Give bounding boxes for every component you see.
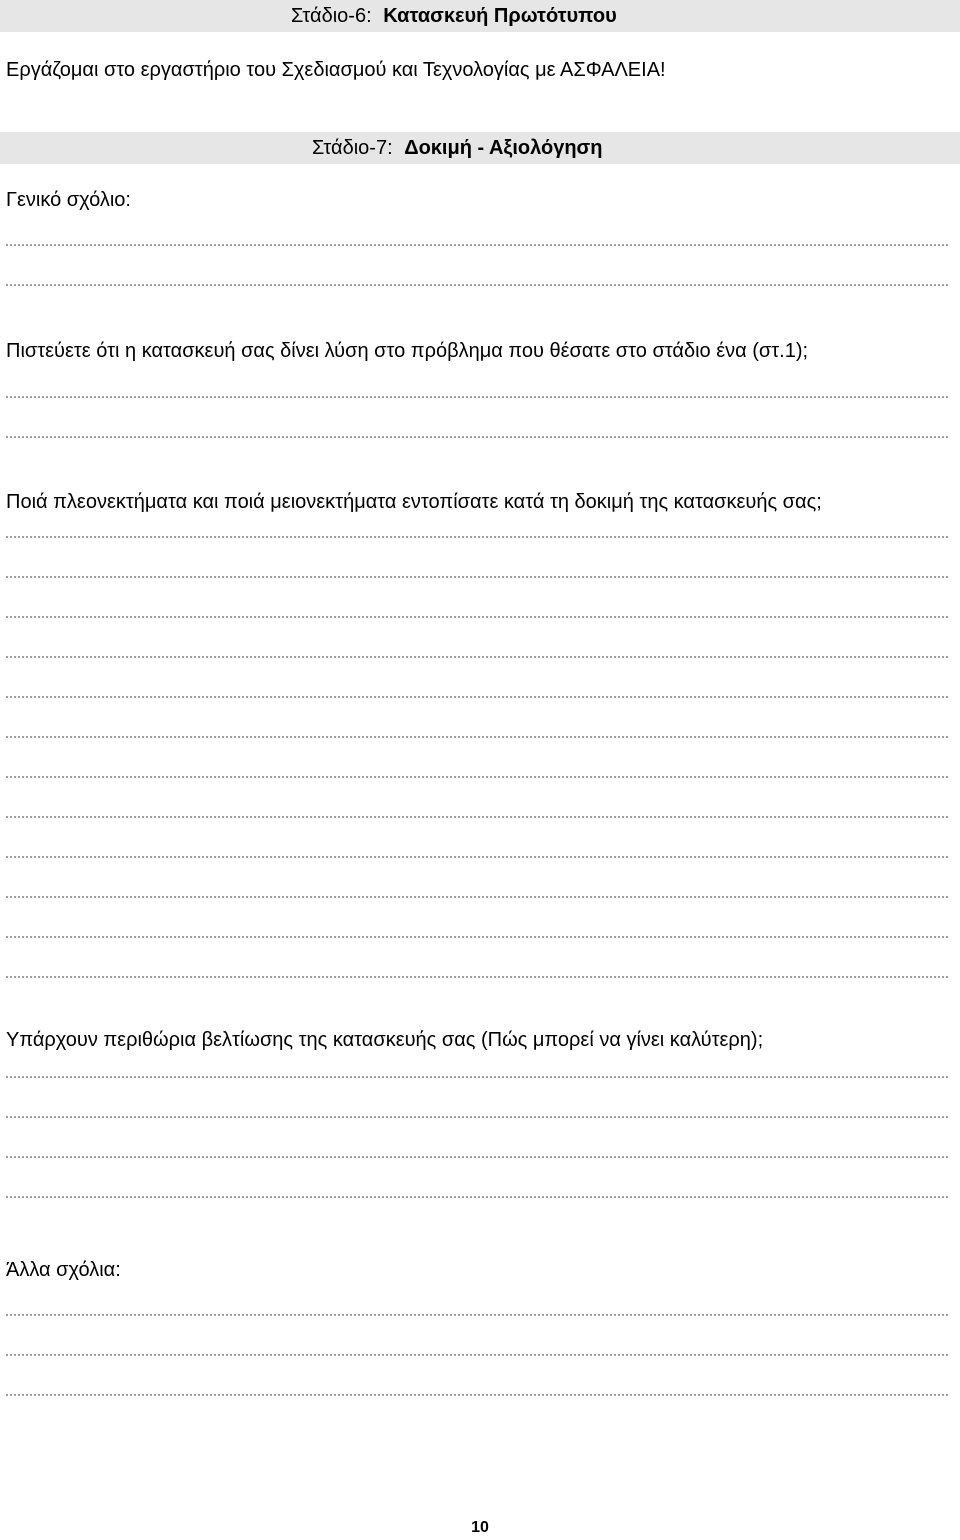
other-comments-label: Άλλα σχόλια: [6,1259,121,1281]
question-solution: Πιστεύετε ότι η κατασκευή σας δίνει λύση στο πρόβλημα που θέσατε στο στάδιο ένα (στ.1); [6,340,809,362]
answer-line[interactable] [6,1076,948,1078]
stage6-header [0,0,960,32]
answer-line[interactable] [6,976,948,978]
answer-line[interactable] [6,616,948,618]
question-improvement: Υπάρχουν περιθώρια βελτίωσης της κατασκευής σας (Πώς μπορεί να γίνει καλύτερη); [6,1029,764,1051]
answer-line[interactable] [6,856,948,858]
answer-line[interactable] [6,696,948,698]
answer-line[interactable] [6,244,948,246]
answer-line[interactable] [6,536,948,538]
answer-line[interactable] [6,1314,948,1316]
stage7-title: Δοκιμή - Αξιολόγηση [404,137,603,159]
stage7-prefix: Στάδιο-7: [312,137,393,159]
stage6-safety-note: Εργάζομαι στο εργαστήριο του Σχεδιασμού και Τεχνολογίας με ΑΣΦΑΛΕΙΑ! [6,59,666,81]
answer-line[interactable] [6,284,948,286]
answer-line[interactable] [6,436,948,438]
question-pros-cons: Ποιά πλεονεκτήματα και ποιά μειονεκτήματα εντοπίσατε κατά τη δοκιμή της κατασκευής σας; [6,491,822,513]
stage6-prefix: Στάδιο-6: [291,5,372,27]
stage6-title: Κατασκευή Πρωτότυπου [383,5,617,27]
answer-line[interactable] [6,896,948,898]
general-comment-label: Γενικό σχόλιο: [6,189,131,211]
answer-line[interactable] [6,1196,948,1198]
answer-line[interactable] [6,816,948,818]
answer-line[interactable] [6,1156,948,1158]
answer-line[interactable] [6,1354,948,1356]
page-number: 10 [471,1519,489,1536]
answer-line[interactable] [6,1394,948,1396]
answer-line[interactable] [6,936,948,938]
answer-line[interactable] [6,396,948,398]
answer-line[interactable] [6,736,948,738]
answer-line[interactable] [6,1116,948,1118]
answer-line[interactable] [6,576,948,578]
answer-line[interactable] [6,776,948,778]
answer-line[interactable] [6,656,948,658]
stage7-header [0,132,960,164]
